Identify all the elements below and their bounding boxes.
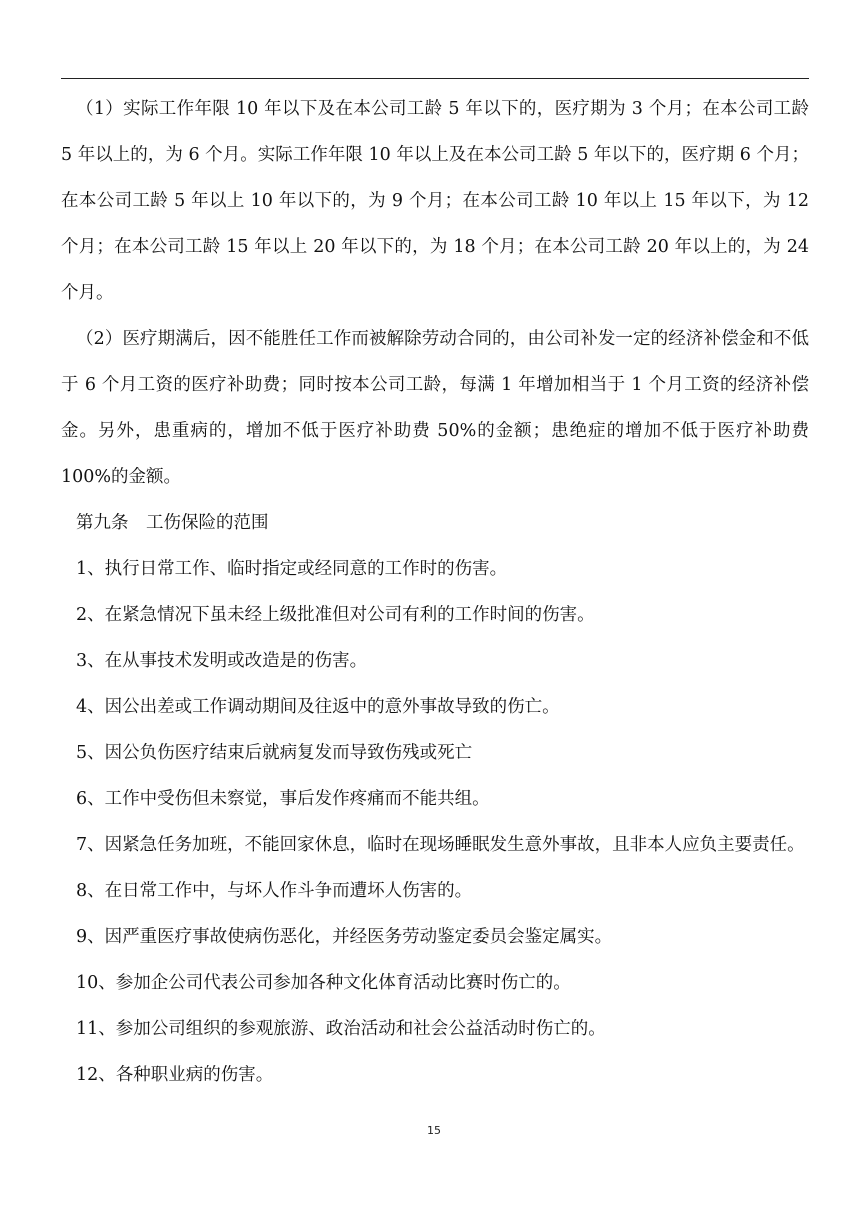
document-body xyxy=(61,86,809,1098)
list-item: 11、参加公司组织的参观旅游、政治活动和社会公益活动时伤亡的。 xyxy=(76,1019,606,1039)
list-item: 7、因紧急任务加班，不能回家休息，临时在现场睡眠发生意外事故，且非本人应负主要责任。 xyxy=(76,835,805,855)
list-item: 1、执行日常工作、临时指定或经同意的工作时的伤害。 xyxy=(76,559,508,579)
paragraph-medical-subsidy: （2）医疗期满后，因不能胜任工作而被解除劳动合同的，由公司补发一定的经济补偿金和不低于 6 个月工资的医疗补助费；同时按本公司工龄，每满 1 年增加相当于 1 个月工资的经济补偿金。另外，患重病的，增加不低于医疗补助费 50%的金额；患绝症的增加不低于医疗补助费 100%的金额。 xyxy=(61,329,809,487)
header-rule xyxy=(61,78,809,79)
page-number: 15 xyxy=(427,1124,441,1137)
list-item: 3、在从事技术发明或改造是的伤害。 xyxy=(76,651,368,671)
list-item: 10、参加企公司代表公司参加各种文化体育活动比赛时伤亡的。 xyxy=(76,973,571,993)
list-item: 8、在日常工作中，与坏人作斗争而遭坏人伤害的。 xyxy=(76,881,473,901)
list-item: 5、因公负伤医疗结束后就病复发而导致伤残或死亡 xyxy=(76,743,473,763)
list-item: 2、在紧急情况下虽未经上级批准但对公司有利的工作时间的伤害。 xyxy=(76,605,595,625)
list-item: 12、各种职业病的伤害。 xyxy=(76,1065,274,1085)
section-heading-article-9: 第九条 工伤保险的范围 xyxy=(76,513,269,533)
list-item: 6、工作中受伤但未察觉，事后发作疼痛而不能共组。 xyxy=(76,789,490,809)
list-item: 9、因严重医疗事故使病伤恶化，并经医务劳动鉴定委员会鉴定属实。 xyxy=(76,927,613,947)
list-item: 4、因公出差或工作调动期间及往返中的意外事故导致的伤亡。 xyxy=(76,697,560,717)
paragraph-medical-period: （1）实际工作年限 10 年以下及在本公司工龄 5 年以下的，医疗期为 3 个月；在本公司工龄 5 年以上的，为 6 个月。实际工作年限 10 年以上及在本公司工龄 5 年以下的，医疗期 6 个月；在本公司工龄 5 年以上 10 年以下的，为 9 个月；在本公司工龄 10 年以上 15 年以下，为 12 个月；在本公司工龄 15 年以上 20 年以下的，为 18 个月；在本公司工龄 20 年以上的，为 24 个月。 xyxy=(61,99,809,303)
